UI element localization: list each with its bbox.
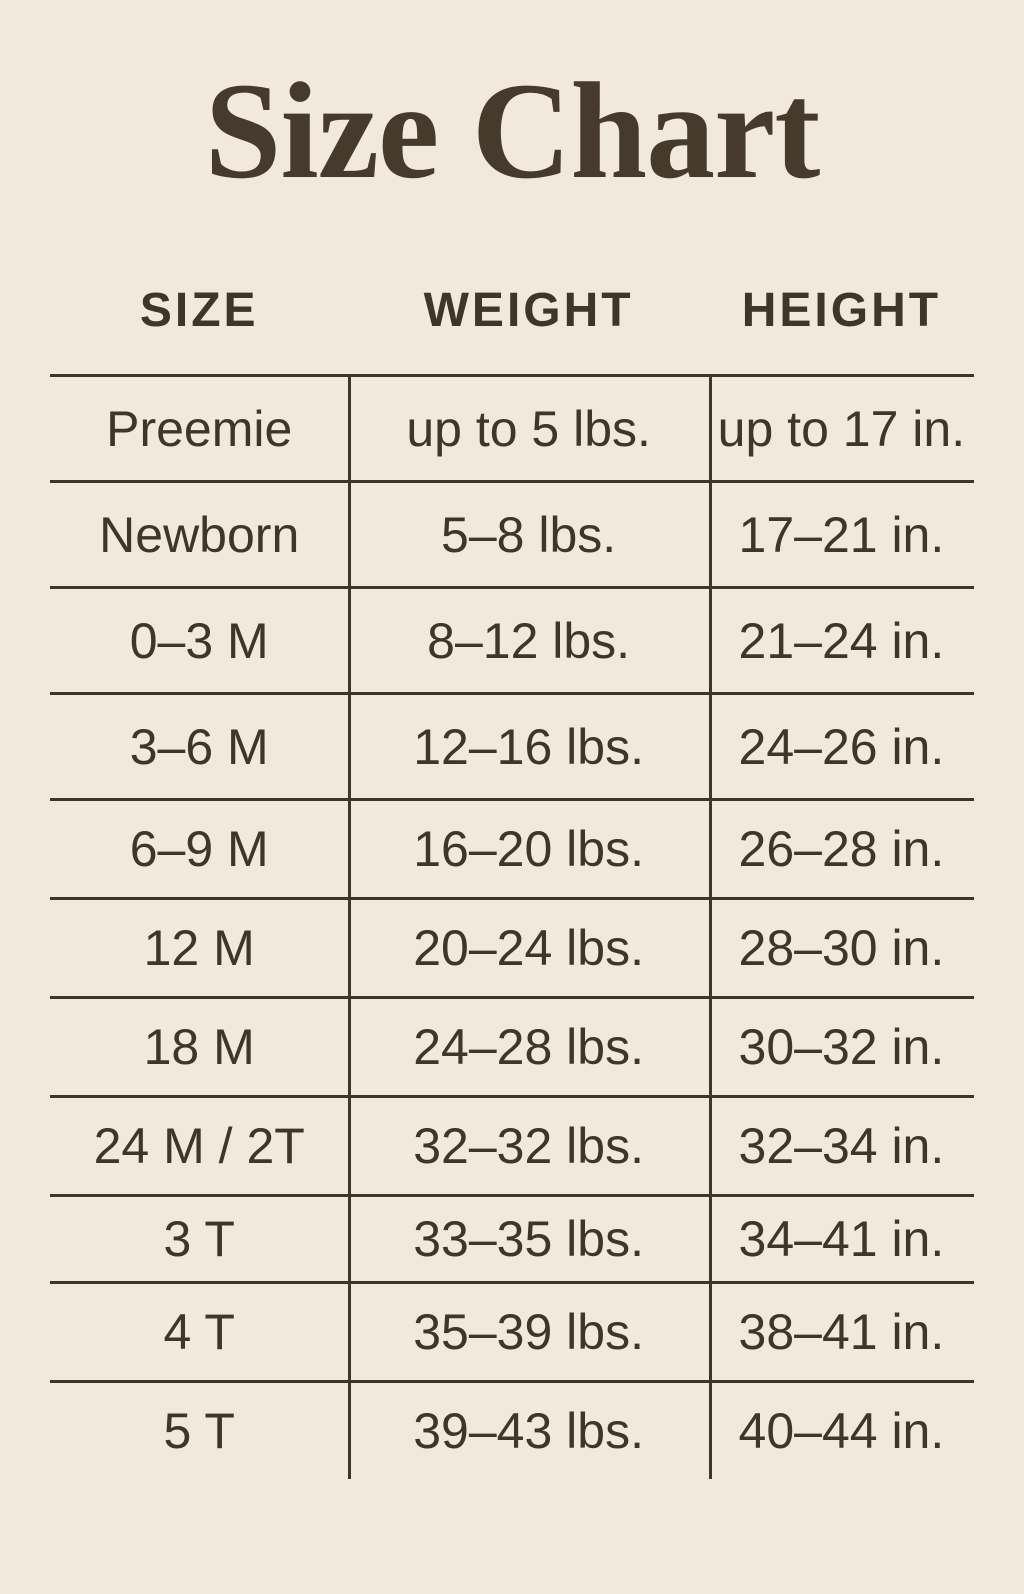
column-divider-right bbox=[709, 374, 712, 1479]
weight-cell: up to 5 lbs. bbox=[406, 400, 651, 457]
table-row-3t bbox=[50, 1194, 974, 1281]
weight-cell: 32–32 lbs. bbox=[413, 1118, 644, 1175]
table-row-24m-2t bbox=[50, 1095, 974, 1194]
weight-cell: 20–24 lbs. bbox=[413, 920, 644, 977]
size-cell: 4 T bbox=[163, 1304, 235, 1361]
size-cell: Newborn bbox=[99, 506, 300, 563]
table-row-5t bbox=[50, 1380, 974, 1479]
height-cell: 40–44 in. bbox=[738, 1403, 945, 1460]
size-cell: 12 M bbox=[143, 920, 255, 977]
column-divider-left bbox=[348, 374, 351, 1479]
height-cell: 32–34 in. bbox=[738, 1118, 945, 1175]
size-chart-table bbox=[50, 374, 974, 1479]
size-cell: 0–3 M bbox=[129, 612, 269, 669]
table-row-18m bbox=[50, 996, 974, 1095]
height-cell: 26–28 in. bbox=[738, 821, 945, 878]
size-cell: 5 T bbox=[163, 1403, 235, 1460]
height-cell: 24–26 in. bbox=[738, 718, 945, 775]
height-cell: 38–41 in. bbox=[738, 1304, 945, 1361]
table-row-4t bbox=[50, 1281, 974, 1380]
page-title: Size Chart bbox=[204, 54, 820, 207]
table-row-0-3m bbox=[50, 586, 974, 692]
weight-cell: 12–16 lbs. bbox=[413, 718, 644, 775]
height-cell: 21–24 in. bbox=[738, 612, 945, 669]
column-header-size: SIZE bbox=[139, 284, 259, 338]
table-row-12m bbox=[50, 897, 974, 996]
table-header-row bbox=[50, 284, 974, 338]
weight-cell: 24–28 lbs. bbox=[413, 1019, 644, 1076]
height-cell: up to 17 in. bbox=[717, 400, 966, 457]
size-cell: 24 M / 2T bbox=[93, 1118, 305, 1175]
weight-cell: 5–8 lbs. bbox=[441, 506, 617, 563]
table-row-3-6m bbox=[50, 692, 974, 798]
size-cell: 3–6 M bbox=[129, 718, 269, 775]
size-cell: 18 M bbox=[143, 1019, 255, 1076]
weight-cell: 39–43 lbs. bbox=[413, 1403, 644, 1460]
column-header-weight: WEIGHT bbox=[423, 284, 634, 338]
height-cell: 34–41 in. bbox=[738, 1211, 945, 1268]
size-cell: 3 T bbox=[163, 1211, 235, 1268]
weight-cell: 35–39 lbs. bbox=[413, 1304, 644, 1361]
size-cell: Preemie bbox=[106, 400, 293, 457]
weight-cell: 16–20 lbs. bbox=[413, 821, 644, 878]
height-cell: 17–21 in. bbox=[738, 506, 945, 563]
table-row-6-9m bbox=[50, 798, 974, 897]
size-cell: 6–9 M bbox=[129, 821, 269, 878]
table-row-newborn bbox=[50, 480, 974, 586]
weight-cell: 8–12 lbs. bbox=[427, 612, 631, 669]
weight-cell: 33–35 lbs. bbox=[413, 1211, 644, 1268]
table-row-preemie bbox=[50, 374, 974, 480]
height-cell: 28–30 in. bbox=[738, 920, 945, 977]
height-cell: 30–32 in. bbox=[738, 1019, 945, 1076]
column-header-height: HEIGHT bbox=[741, 284, 942, 338]
